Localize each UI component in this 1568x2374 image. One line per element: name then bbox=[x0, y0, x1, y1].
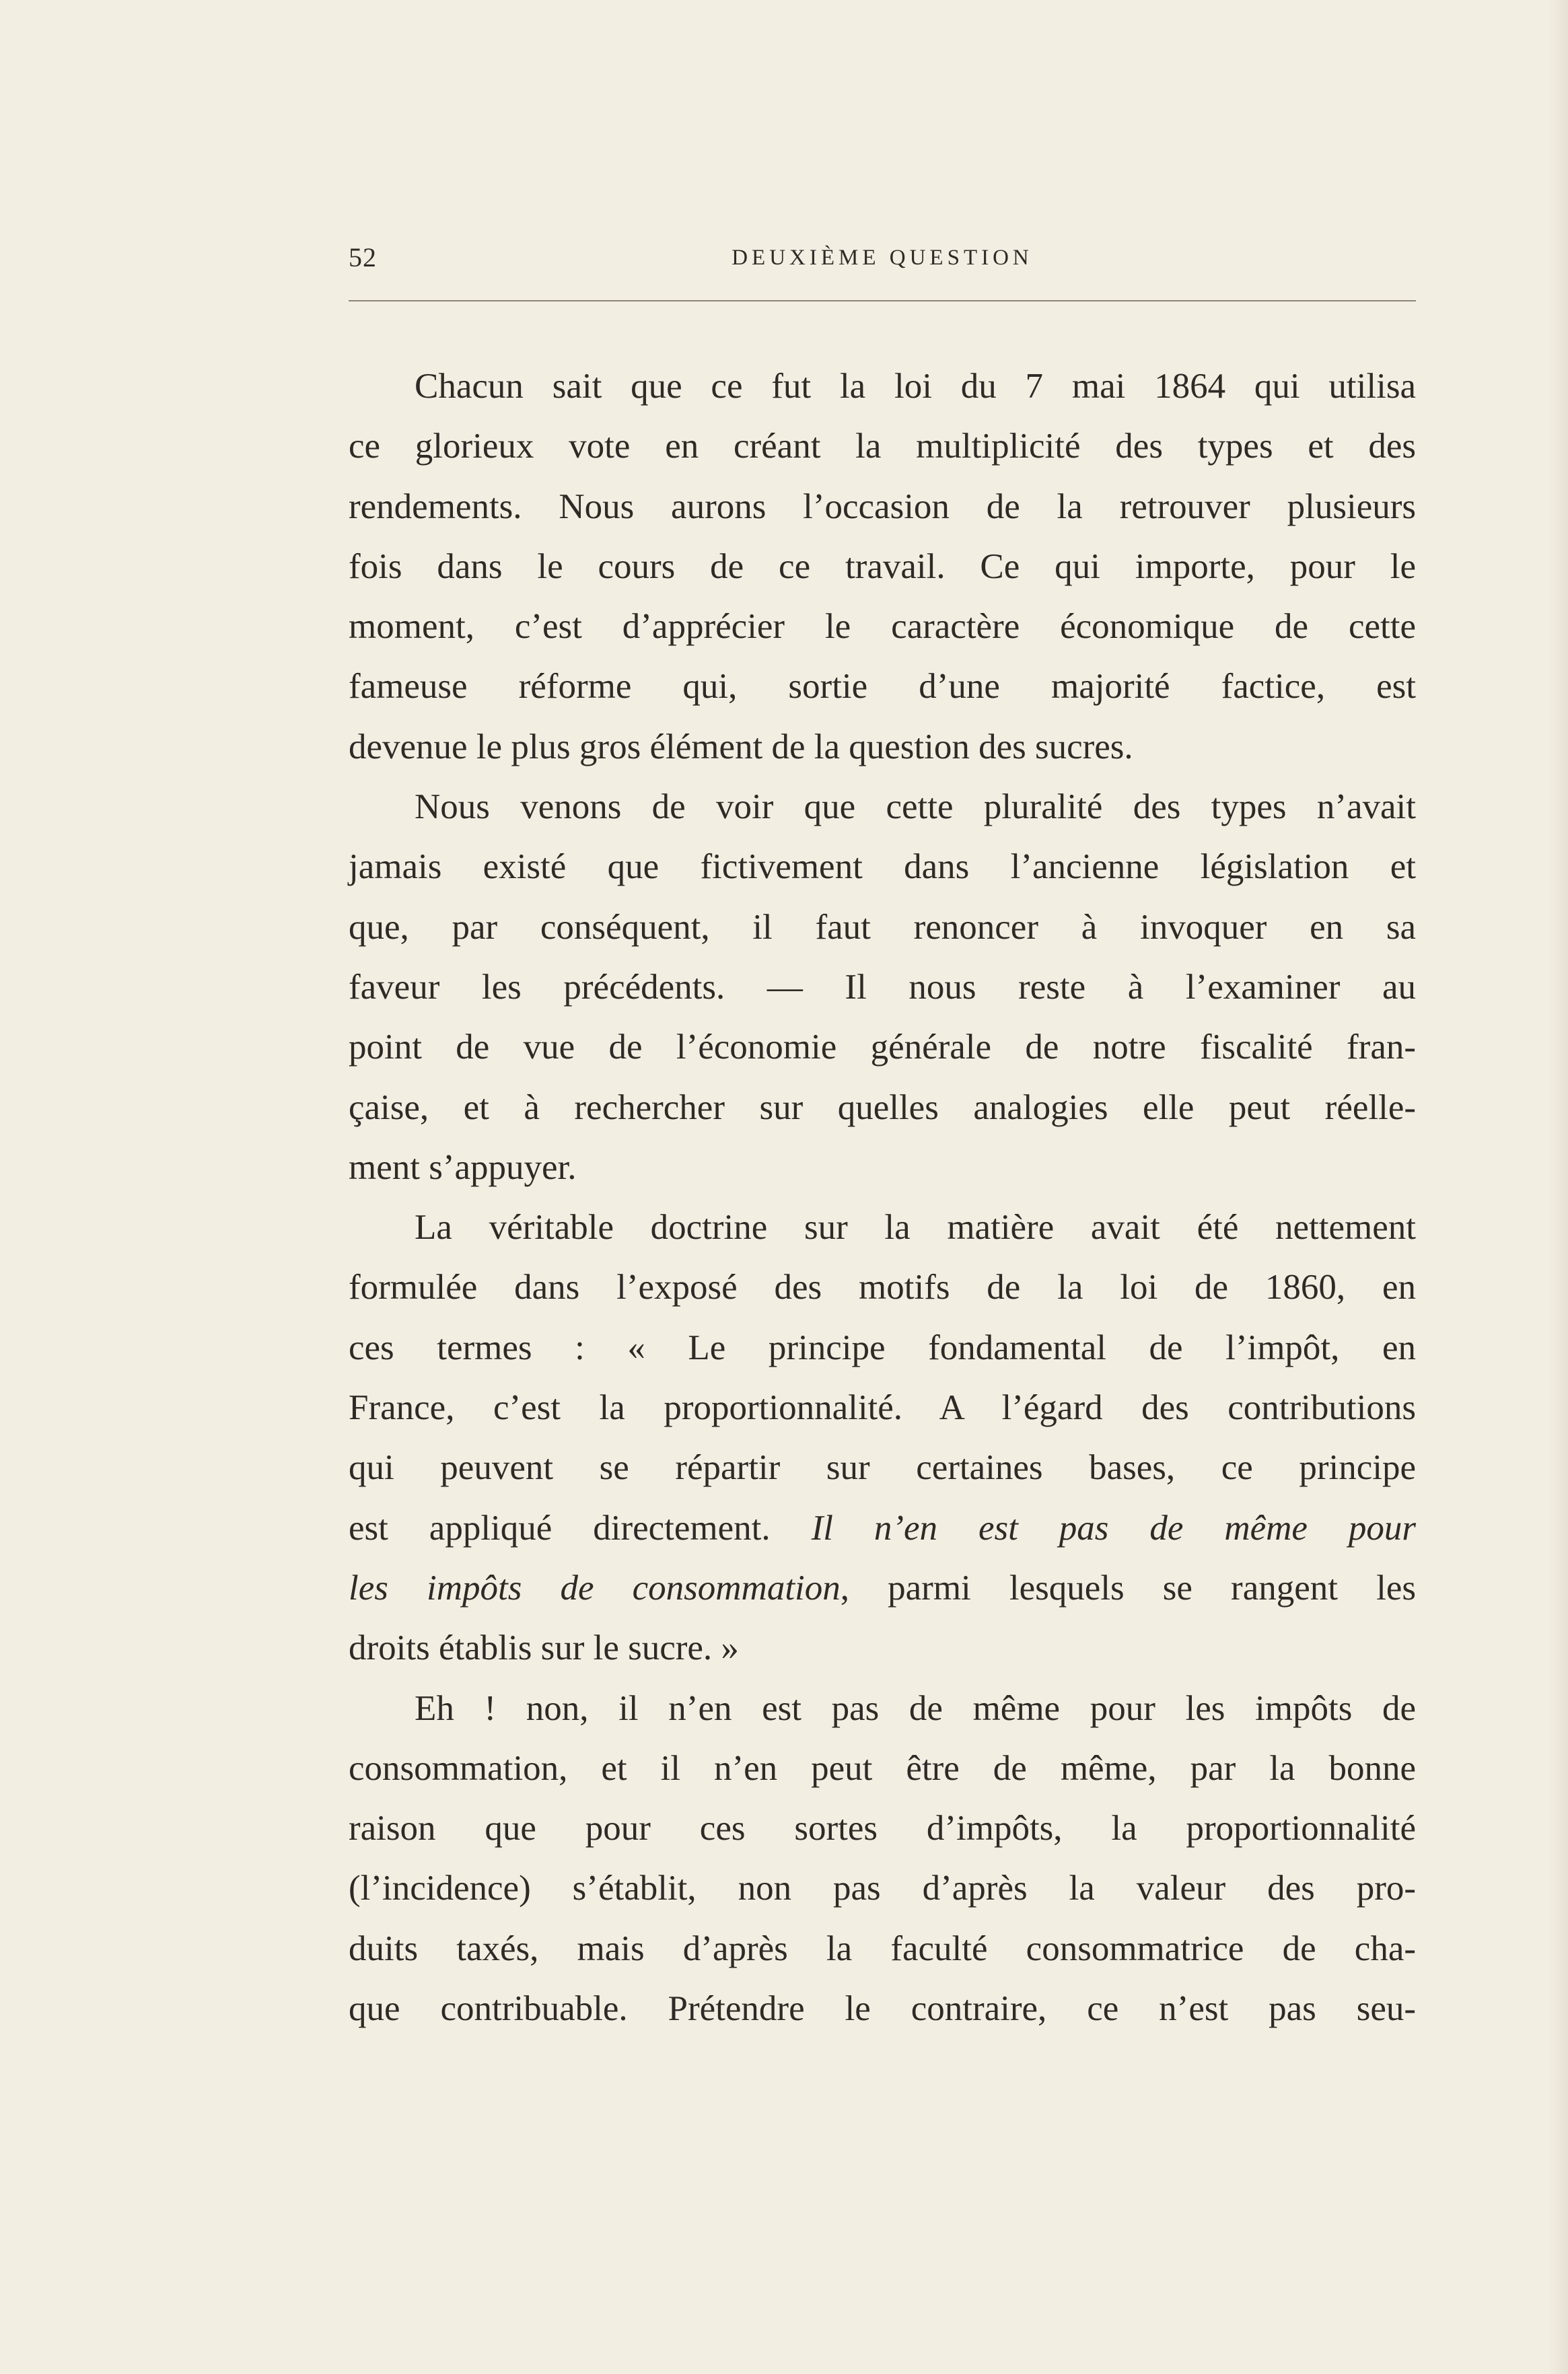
page-number: 52 bbox=[349, 242, 377, 273]
text-line: Eh ! non, il n’en est pas de même pour les impôts de bbox=[415, 1688, 1416, 1728]
text-line: consommation, et il n’en peut être de même, par la bonne bbox=[349, 1748, 1416, 1788]
text-line: que contribuable. Prétendre le contraire, ce n’est pas seu- bbox=[349, 1989, 1416, 2029]
text-line: moment, c’est d’apprécier le caractère économique de cette bbox=[349, 607, 1416, 647]
text-line: ment s’appuyer. bbox=[349, 1147, 577, 1187]
text-line: ces termes : « Le principe fondamental de l’impôt, en bbox=[349, 1328, 1416, 1367]
paragraph-4 bbox=[349, 1679, 1416, 2040]
text-line-mixed bbox=[349, 1558, 1416, 1618]
header-rule bbox=[349, 300, 1416, 301]
italic-quote: Il n’en est pas de même pour bbox=[811, 1508, 1416, 1548]
text-line: fameuse réforme qui, sortie d’une majorité factice, est bbox=[349, 667, 1416, 707]
text-line: La véritable doctrine sur la matière avait été nettement bbox=[415, 1208, 1416, 1248]
text-line: Chacun sait que ce fut la loi du 7 mai 1864 qui utilisa bbox=[415, 367, 1416, 406]
text-line: çaise, et à rechercher sur quelles analogies elle peut réelle- bbox=[349, 1087, 1416, 1127]
text-line: duits taxés, mais d’après la faculté consommatrice de cha- bbox=[349, 1929, 1416, 1968]
italic-quote: les impôts de consommation bbox=[349, 1568, 841, 1608]
text-run: , parmi lesquels se rangent les bbox=[840, 1568, 1416, 1608]
text-line: qui peuvent se répartir sur certaines bases, ce principe bbox=[349, 1448, 1416, 1488]
text-line: droits établis sur le sucre. » bbox=[349, 1628, 739, 1668]
text-line: ce glorieux vote en créant la multiplicité des types et des bbox=[349, 427, 1416, 466]
text-line: devenue le plus gros élément de la question des sucres. bbox=[349, 727, 1133, 766]
text-line: que, par conséquent, il faut renoncer à invoquer en sa bbox=[349, 907, 1416, 947]
text-line: rendements. Nous aurons l’occasion de la retrouver plusieurs bbox=[349, 487, 1416, 526]
text-line: point de vue de l’économie générale de notre fiscalité fran- bbox=[349, 1028, 1416, 1067]
text-line: France, c’est la proportionnalité. A l’égard des contributions bbox=[349, 1388, 1416, 1428]
text-line-mixed bbox=[349, 1499, 1416, 1558]
text-line: formulée dans l’exposé des motifs de la loi de 1860, en bbox=[349, 1268, 1416, 1307]
text-line: (l’incidence) s’établit, non pas d’après la valeur des pro- bbox=[349, 1869, 1416, 1908]
paragraph-1 bbox=[349, 357, 1416, 777]
text-line: fois dans le cours de ce travail. Ce qui importe, pour le bbox=[349, 546, 1416, 586]
page-header bbox=[349, 241, 1416, 275]
text-run: est appliqué directement. bbox=[349, 1508, 812, 1548]
body-text bbox=[349, 357, 1416, 2039]
text-line: faveur les précédents. — Il nous reste à l’examiner au bbox=[349, 967, 1416, 1007]
text-line: Nous venons de voir que cette pluralité des types n’avait bbox=[415, 787, 1416, 827]
paragraph-2 bbox=[349, 777, 1416, 1198]
text-line: raison que pour ces sortes d’impôts, la proportionnalité bbox=[349, 1809, 1416, 1848]
running-title: DEUXIÈME QUESTION bbox=[732, 246, 1033, 270]
paragraph-3 bbox=[349, 1198, 1416, 1678]
page-edge-shadow bbox=[1548, 0, 1568, 2374]
text-line: jamais existé que fictivement dans l’ancienne législation et bbox=[349, 847, 1416, 887]
